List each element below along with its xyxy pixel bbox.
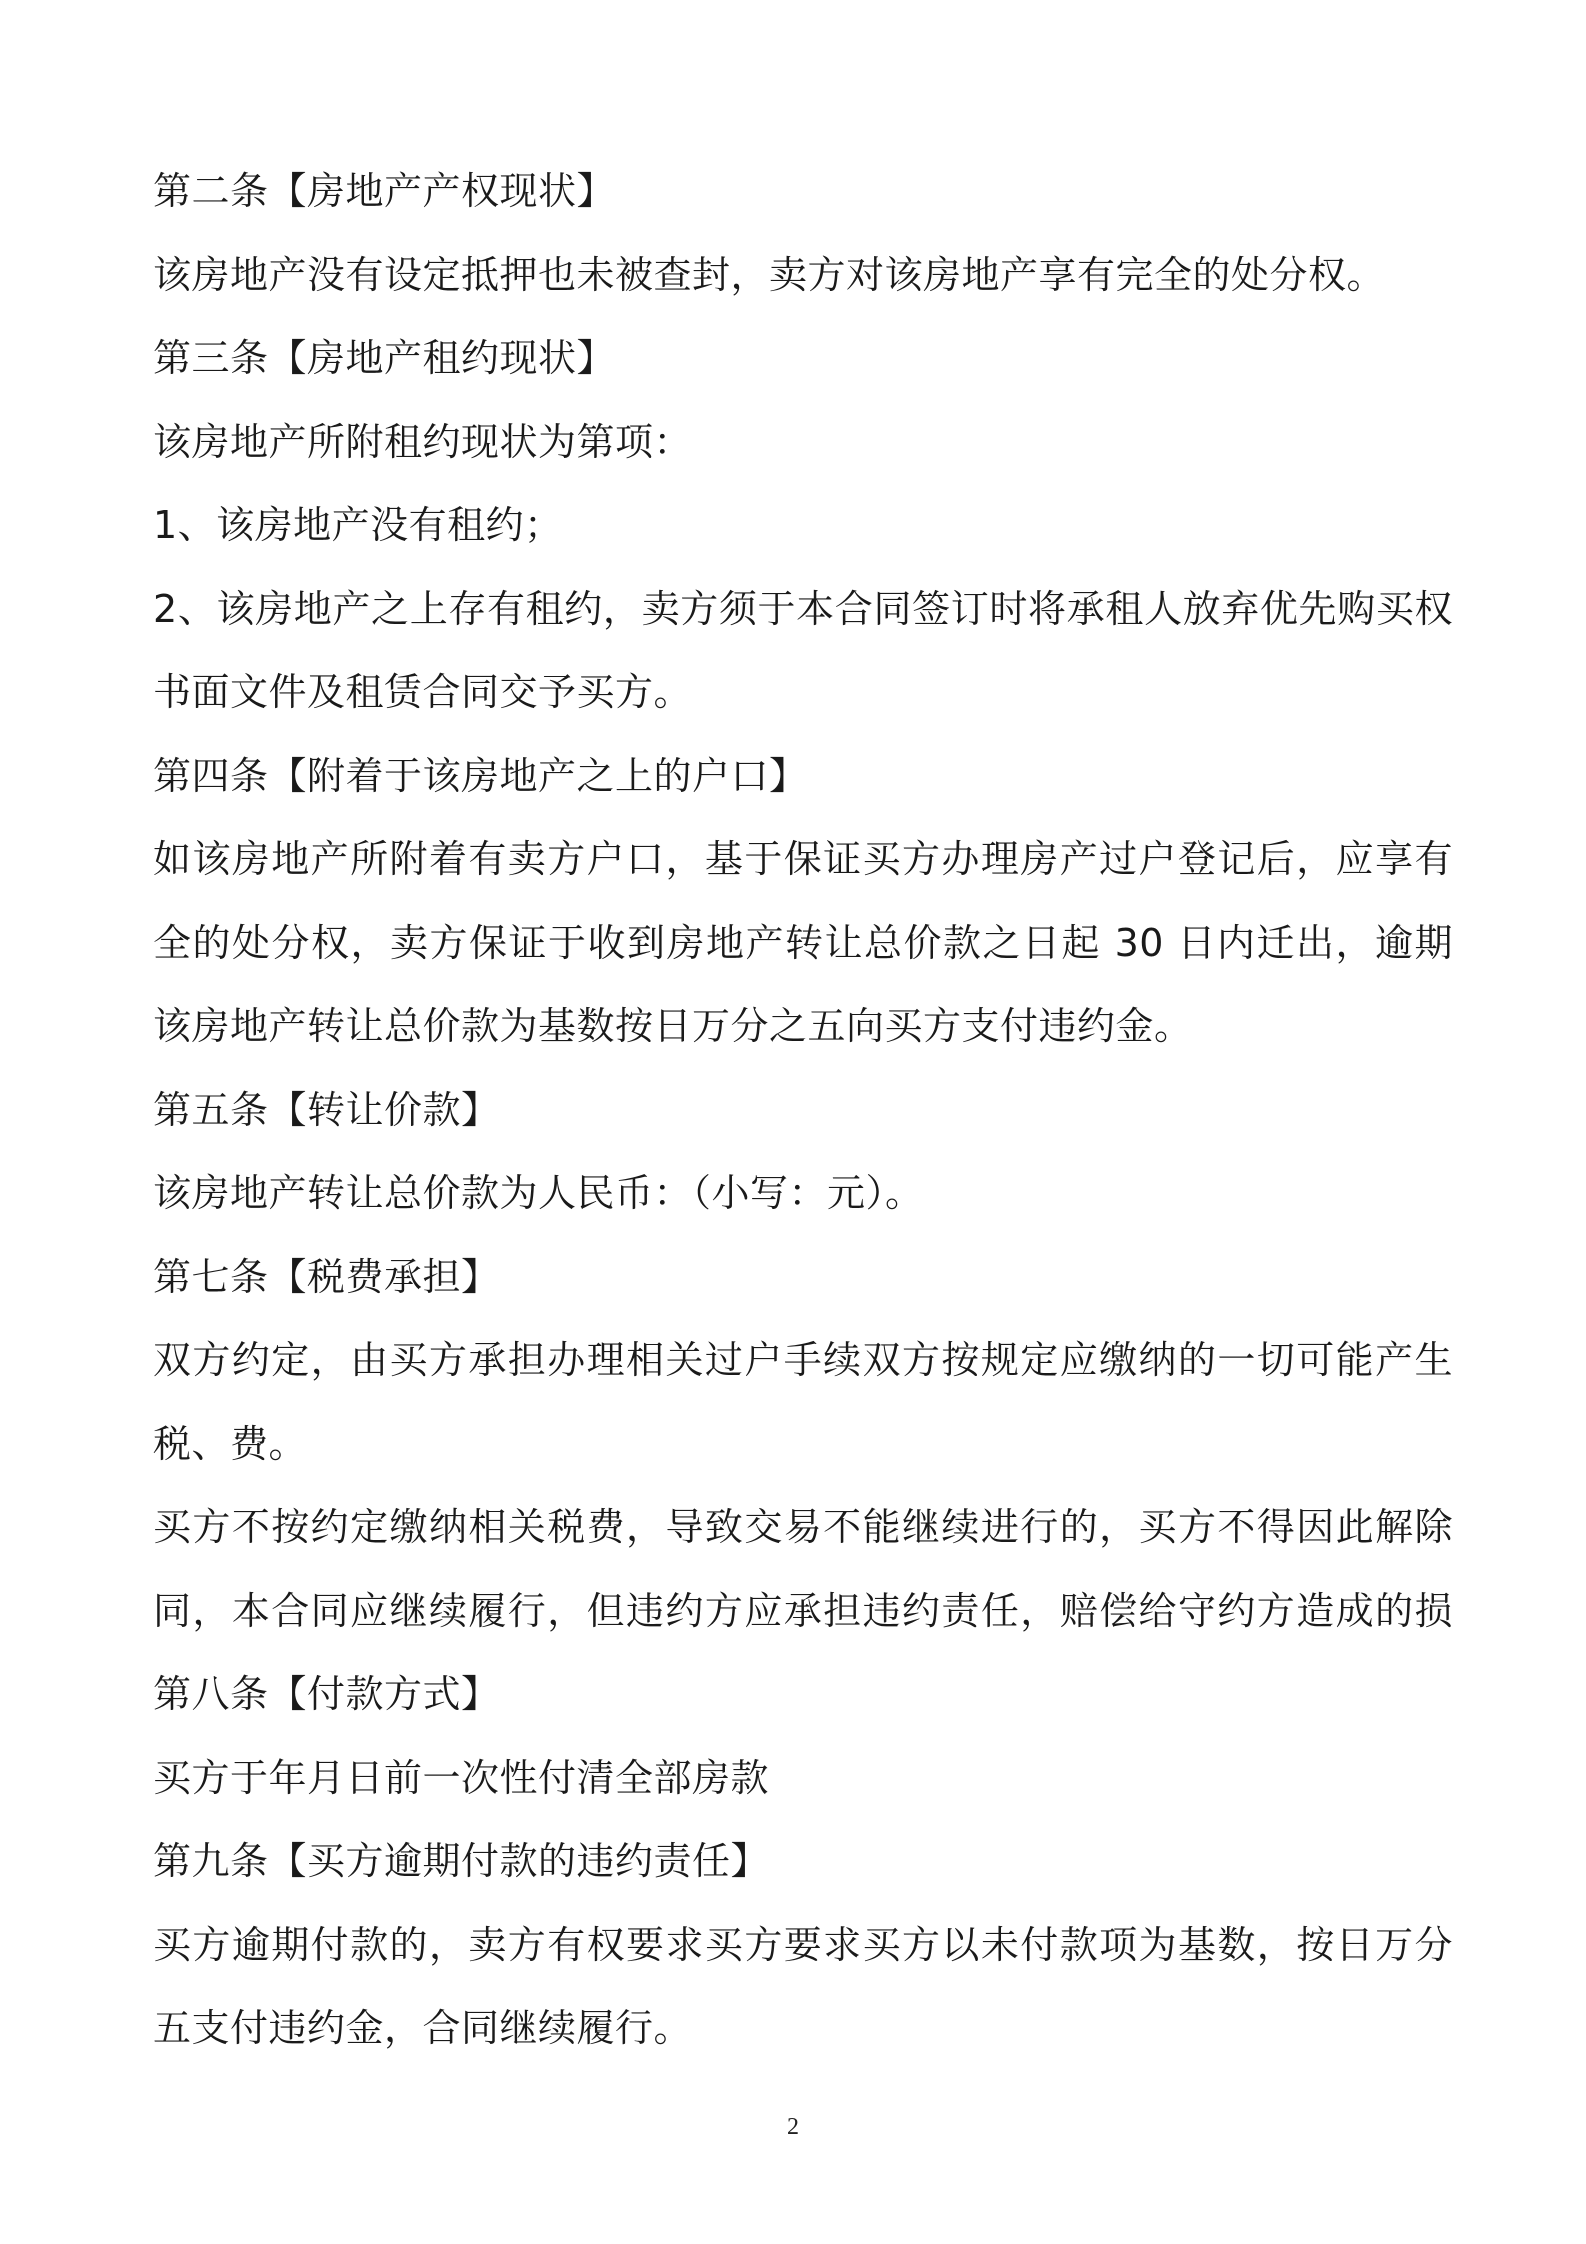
article-7-paragraph-1-line-1: 双方约定，由买方承担办理相关过户手续双方按规定应缴纳的一切可能产生: [153, 1338, 1453, 1382]
article-9-heading: 第九条【买方逾期付款的违约责任】: [153, 1839, 770, 1883]
article-5-heading: 第五条【转让价款】: [153, 1087, 500, 1132]
article-7-paragraph-1-line-2: 税、费。: [153, 1421, 308, 1466]
article-3-heading: 第三条【房地产租约现状】: [153, 336, 616, 380]
article-7-heading: 第七条【税费承担】: [153, 1254, 500, 1299]
article-4-paragraph-line-1: 如该房地产所附着有卖方户口，基于保证买方办理房产过户登记后，应享有: [153, 837, 1453, 881]
article-2-paragraph: 该房地产没有设定抵押也未被查封，卖方对该房地产享有完全的处分权。: [153, 252, 1386, 297]
article-5-paragraph: 该房地产转让总价款为人民币：（小写：元）。: [153, 1171, 924, 1215]
article-9-paragraph-line-1: 买方逾期付款的，卖方有权要求买方要求买方以未付款项为基数，按日万分: [153, 1922, 1453, 1967]
page-number: 2: [787, 2114, 799, 2140]
article-4-paragraph-line-2: 全的处分权，卖方保证于收到房地产转让总价款之日起 30 日内迁出，逾期: [153, 920, 1453, 965]
article-3-intro: 该房地产所附租约现状为第项：: [153, 419, 693, 464]
article-3-item-2-line-1: 2、该房地产之上存有租约，卖方须于本合同签订时将承租人放弃优先购买权: [153, 586, 1453, 631]
article-9-paragraph-line-2: 五支付违约金，合同继续履行。: [153, 2006, 693, 2050]
article-7-paragraph-2-line-2: 同，本合同应继续履行，但违约方应承担违约责任，赔偿给守约方造成的损: [153, 1588, 1453, 1633]
article-4-paragraph-line-3: 该房地产转让总价款为基数按日万分之五向买方支付违约金。: [153, 1004, 1193, 1048]
article-8-heading: 第八条【付款方式】: [153, 1672, 500, 1716]
document-body: [153, 150, 1453, 2071]
article-8-paragraph: 买方于年月日前一次性付清全部房款: [153, 1755, 770, 1800]
article-2-heading: 第二条【房地产产权现状】: [153, 169, 616, 213]
article-3-item-1: 1、该房地产没有租约；: [153, 503, 563, 547]
article-4-heading: 第四条【附着于该房地产之上的户口】: [153, 753, 808, 798]
article-7-paragraph-2-line-1: 买方不按约定缴纳相关税费，导致交易不能继续进行的，买方不得因此解除: [153, 1505, 1453, 1549]
article-3-item-2-line-2: 书面文件及租赁合同交予买方。: [153, 670, 693, 714]
